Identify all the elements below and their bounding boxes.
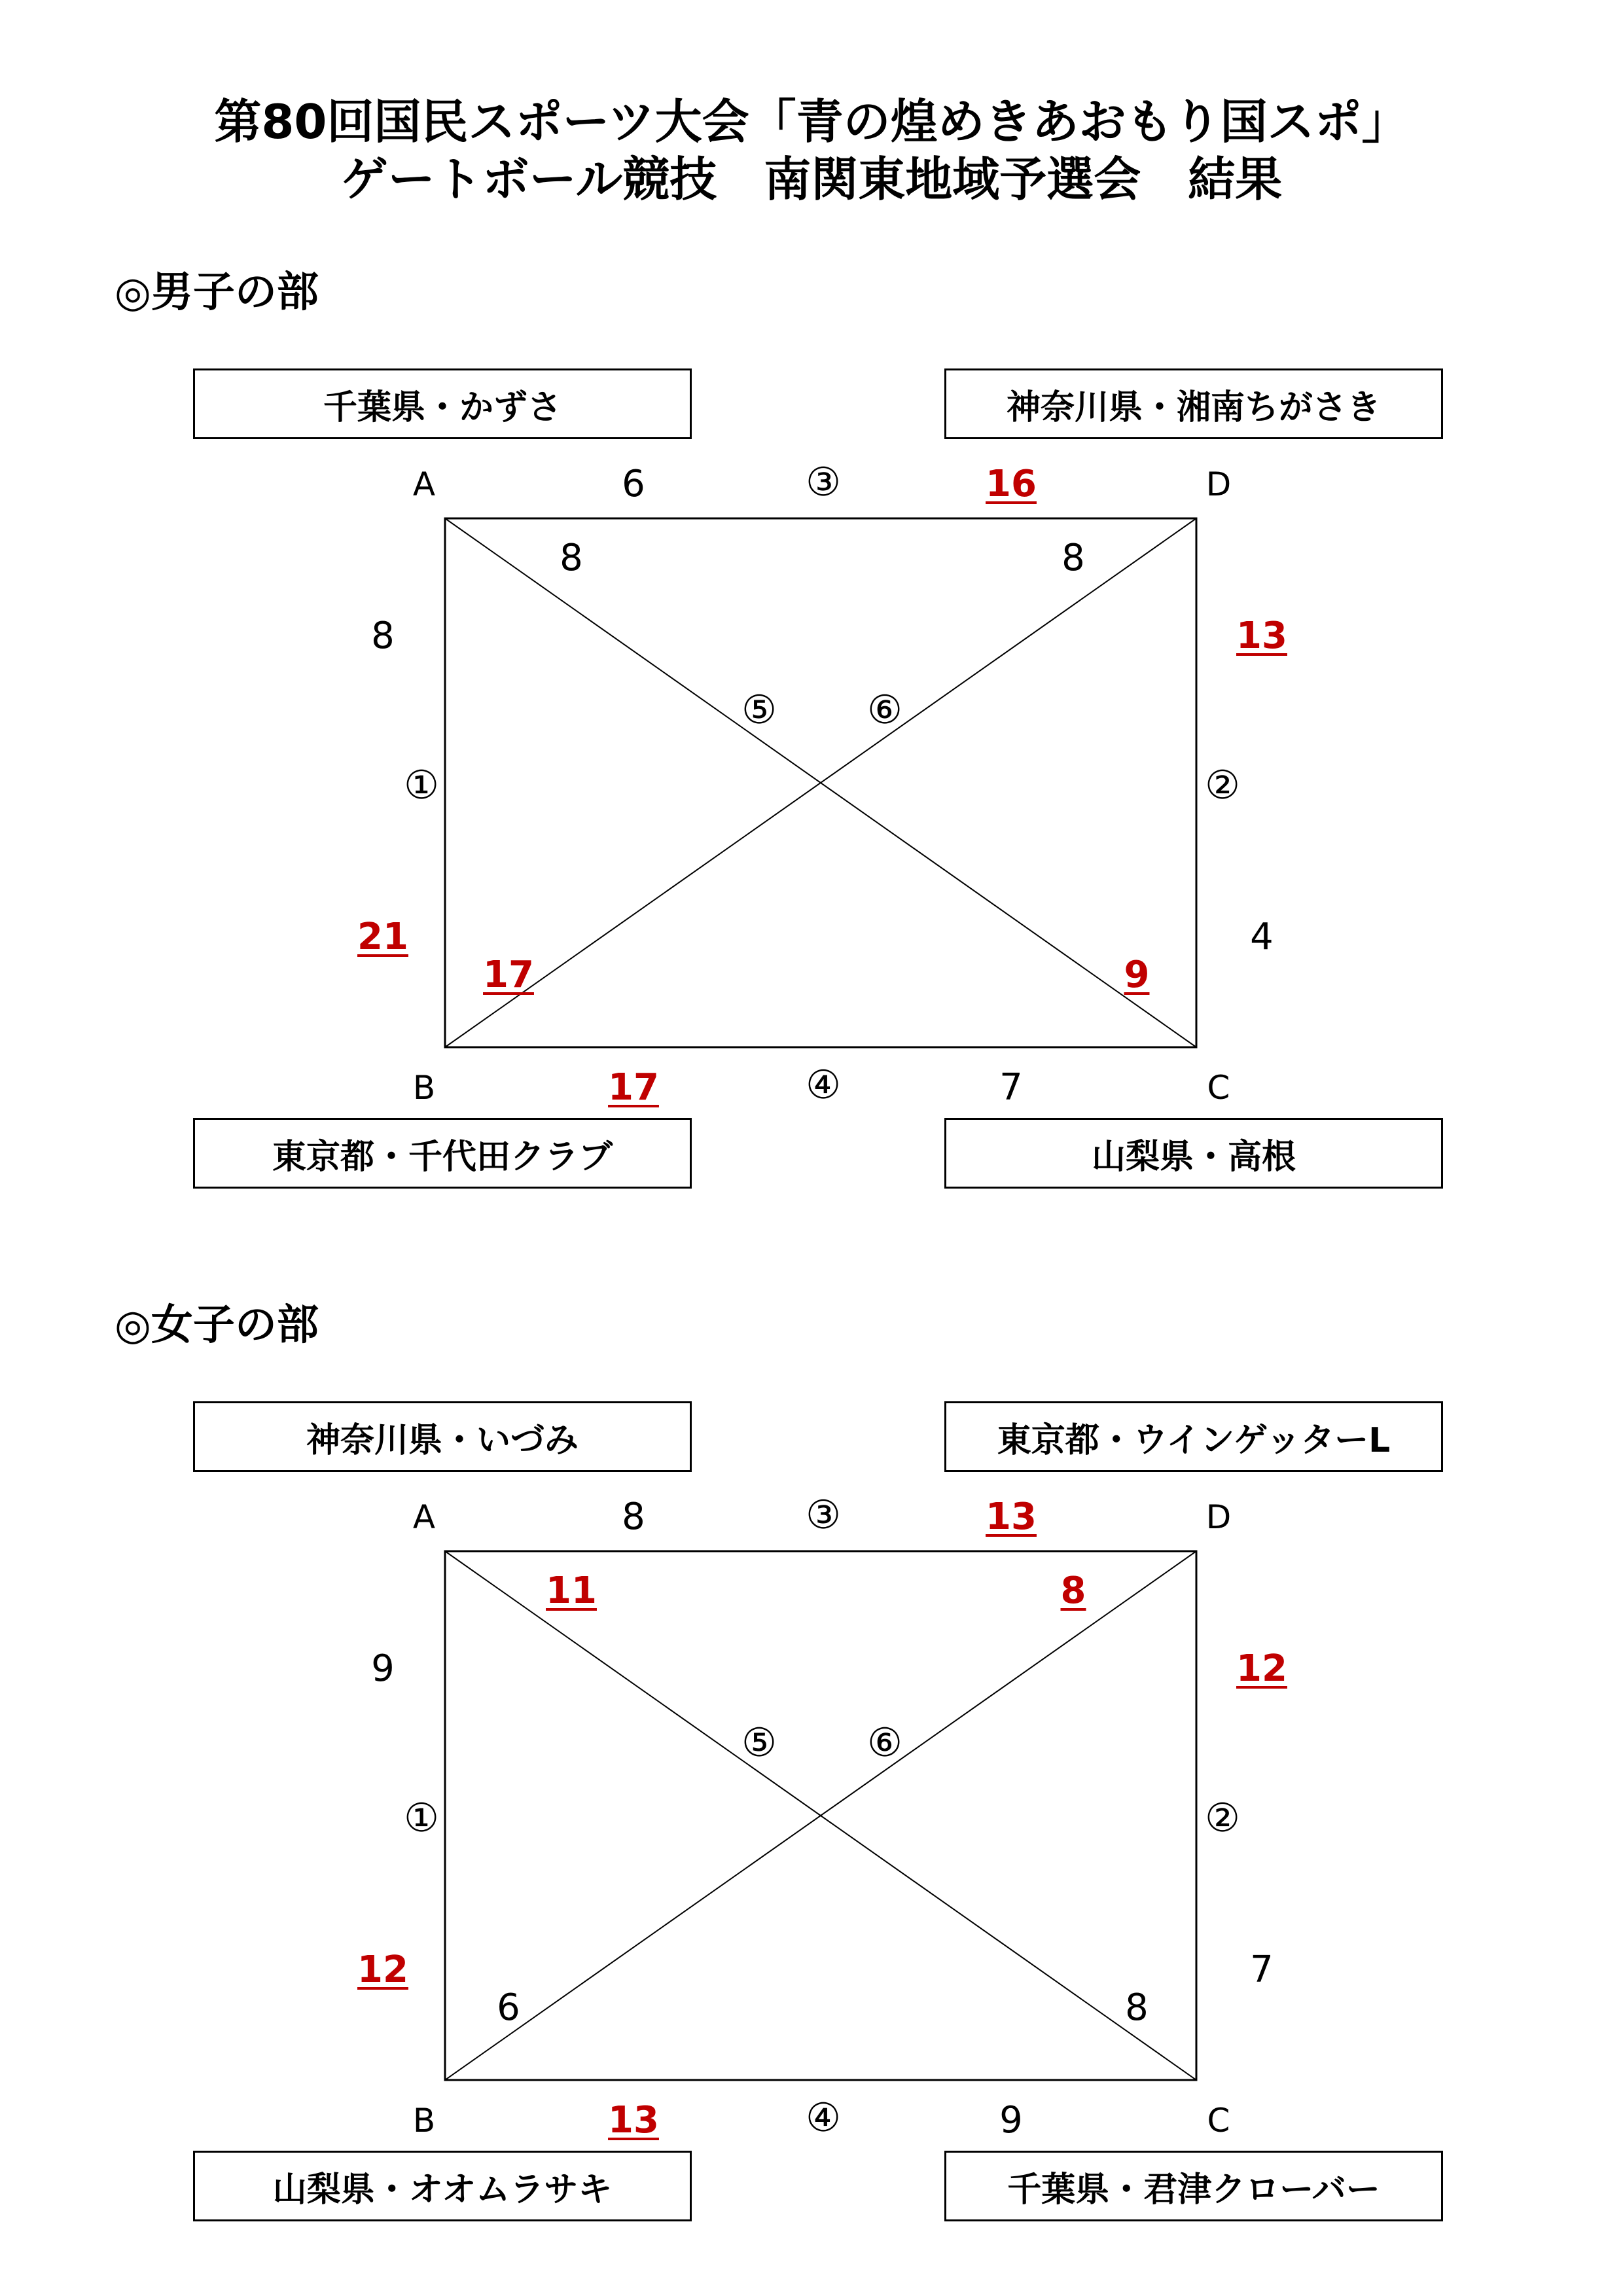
men-m3-number: ③ [806, 459, 841, 505]
men-heading: ◎男子の部 [115, 268, 319, 317]
men-m4-score-b: 17 [608, 1066, 659, 1109]
men-m6-score-b: 17 [483, 954, 534, 996]
men-corner-a: A [412, 465, 436, 503]
men-team-a: 千葉県・かずさ [193, 368, 692, 439]
men-m1-number: ① [404, 762, 439, 808]
women-team-a: 神奈川県・いづみ [193, 1401, 692, 1472]
women-team-c: 千葉県・君津クローバー [944, 2151, 1443, 2221]
women-m5-score-c: 8 [1125, 1986, 1149, 2029]
women-corner-b: B [412, 2102, 436, 2140]
women-m6-score-b: 6 [497, 1986, 520, 2029]
women-m4-score-c: 9 [999, 2099, 1023, 2142]
page-title-line1: 第80回国民スポーツ大会「青の煌めきあおもり国スポ」 [214, 94, 1409, 149]
men-m5-number: ⑤ [741, 687, 777, 733]
women-match-diagram [0, 1033, 1623, 2211]
women-m2-score-d: 12 [1236, 1647, 1287, 1690]
men-team-b: 東京都・千代田クラブ [193, 1118, 692, 1189]
women-m4-score-b: 13 [608, 2099, 659, 2142]
page-title-line2: ゲートボール競技 南関東地域予選会 結果 [340, 152, 1283, 207]
women-m2-score-c: 7 [1250, 1948, 1274, 1991]
men-m3-score-a: 6 [622, 463, 645, 505]
women-section [0, 1033, 1623, 2210]
men-corner-d: D [1205, 465, 1232, 503]
men-m5-score-c: 9 [1124, 954, 1150, 996]
women-m3-number: ③ [806, 1492, 841, 1538]
men-corner-b: B [412, 1069, 436, 1107]
men-m1-score-b: 21 [357, 916, 408, 958]
women-corner-c: C [1207, 2102, 1230, 2140]
men-m5-score-a: 8 [560, 537, 583, 579]
men-m4-score-c: 7 [999, 1066, 1023, 1109]
women-m5-number: ⑤ [741, 1720, 777, 1766]
women-m6-score-d: 8 [1060, 1570, 1086, 1612]
men-m6-number: ⑥ [867, 687, 902, 733]
women-team-d: 東京都・ウインゲッターL [944, 1401, 1443, 1472]
men-m4-number: ④ [806, 1062, 841, 1108]
women-corner-a: A [412, 1498, 436, 1536]
men-m6-score-d: 8 [1061, 537, 1085, 579]
men-m2-score-d: 13 [1236, 615, 1287, 657]
men-m1-score-a: 8 [371, 615, 395, 657]
women-m1-number: ① [404, 1795, 439, 1841]
men-m3-score-d: 16 [986, 463, 1037, 505]
men-corner-c: C [1207, 1069, 1230, 1107]
women-team-b: 山梨県・オオムラサキ [193, 2151, 692, 2221]
women-m3-score-a: 8 [622, 1496, 645, 1538]
women-corner-d: D [1205, 1498, 1232, 1536]
women-m2-number: ② [1205, 1795, 1240, 1841]
men-m2-score-c: 4 [1250, 916, 1274, 958]
men-team-d: 神奈川県・湘南ちがさき [944, 368, 1443, 439]
women-m6-number: ⑥ [867, 1720, 902, 1766]
women-heading: ◎女子の部 [115, 1301, 319, 1350]
women-m1-score-b: 12 [357, 1948, 408, 1991]
women-m3-score-d: 13 [986, 1496, 1037, 1538]
women-m1-score-a: 9 [371, 1647, 395, 1690]
women-m5-score-a: 11 [546, 1570, 597, 1612]
men-team-c: 山梨県・高根 [944, 1118, 1443, 1189]
women-m4-number: ④ [806, 2095, 841, 2141]
men-m2-number: ② [1205, 762, 1240, 808]
